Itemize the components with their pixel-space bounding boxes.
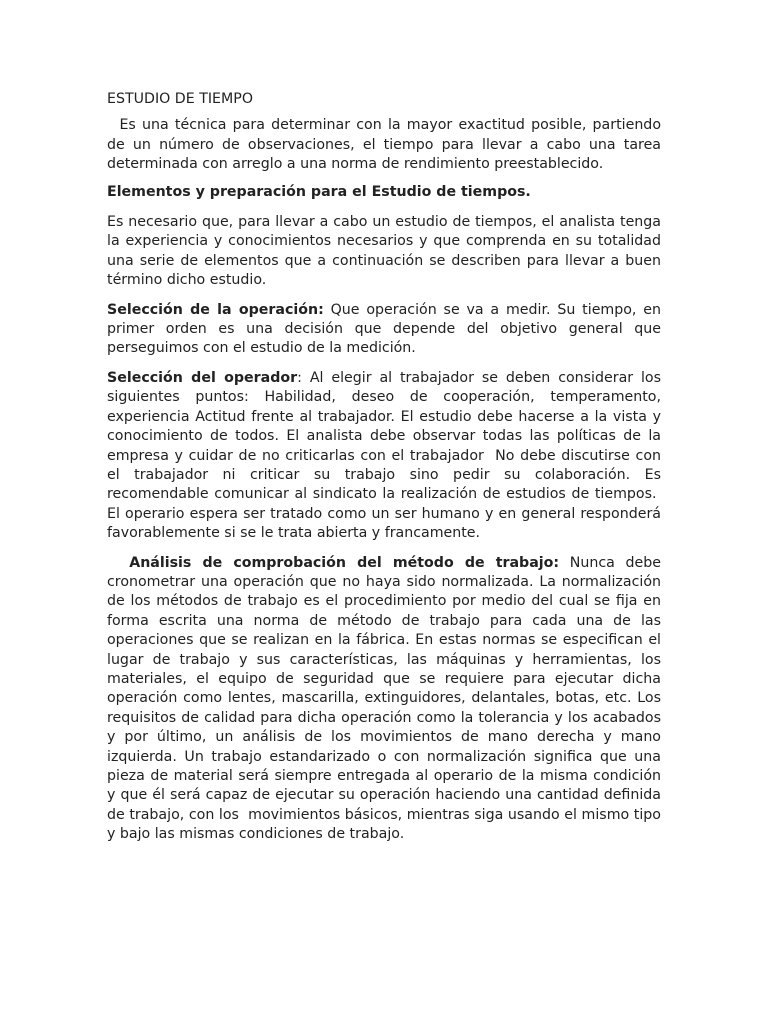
section-heading: Elementos y preparación para el Estudio de tiempos. bbox=[107, 183, 531, 200]
paragraph-seleccion-operacion bbox=[107, 301, 661, 359]
paragraph-seleccion-operador bbox=[107, 369, 661, 544]
document-title: ESTUDIO DE TIEMPO bbox=[107, 91, 253, 107]
section-intro-paragraph: Es necesario que, para llevar a cabo un estudio de tiempos, el analista tenga la experiencia y conocimientos necesarios y que comprenda en su totalidad una serie de elementos que a continuación se describen para llevar a buen término dicho estudio. bbox=[107, 214, 661, 289]
paragraph-analisis-metodo bbox=[107, 554, 661, 845]
paragraph-body: Que operación se va a medir. Su tiempo, en primer orden es una decisión que depende del objetivo general que perseguimos con el estudio de la medición. bbox=[107, 301, 661, 357]
paragraph-body: Nunca debe cronometrar una operación que no haya sido normalizada. La normalización de los métodos de trabajo es el procedimiento por medio del cual se fija en forma escrita una norma de método de trabajo para cada una de las operaciones que se realizan en la fábrica. En estas normas se especifican el lugar de trabajo y sus características, las máquinas y herramientas, los materiales, el equipo de seguridad que se requiere para ejecutar dicha operación como lentes, mascarilla, extinguidores, delantales, botas, etc. Los requisitos de calidad para dicha operación como la tolerancia y los acabados y por último, un análisis de los movimientos de mano derecha y mano izquierda. Un trabajo estandarizado o con normalización significa que una pieza de material será siempre entregada al operario de la misma condición y que él será capaz de ejecutar su operación haciendo una cantidad definida de trabajo, con los movimientos básicos, mientras siga usando el mismo tipo y bajo las mismas condiciones de trabajo. bbox=[107, 554, 661, 843]
paragraph-lead: Selección de la operación: bbox=[107, 301, 324, 318]
intro-paragraph: Es una técnica para determinar con la mayor exactitud posible, partiendo de un número de observaciones, el tiempo para llevar a cabo una tarea determinada con arreglo a una norma de rendimiento preestablecido. bbox=[107, 117, 661, 173]
paragraph-lead: Análisis de comprobación del método de trabajo: bbox=[107, 554, 560, 571]
document-page bbox=[107, 90, 661, 855]
paragraph-body: : Al elegir al trabajador se deben considerar los siguientes puntos: Habilidad, deseo de cooperación, temperamento, experiencia Actitud frente al trabajador. El estudio debe hacerse a la vista y conocimiento de todos. El analista debe observar todas las políticas de la empresa y cuidar de no criticarlas con el trabajador No debe discutirse con el trabajador ni criticar su trabajo sino pedir su colaboración. Es recomendable comunicar al sindicato la realización de estudios de tiempos. El operario espera ser tratado como un ser humano y en general responderá favorablemente si se le trata abierta y francamente. bbox=[107, 369, 662, 542]
paragraph-lead: Selección del operador bbox=[107, 369, 298, 386]
